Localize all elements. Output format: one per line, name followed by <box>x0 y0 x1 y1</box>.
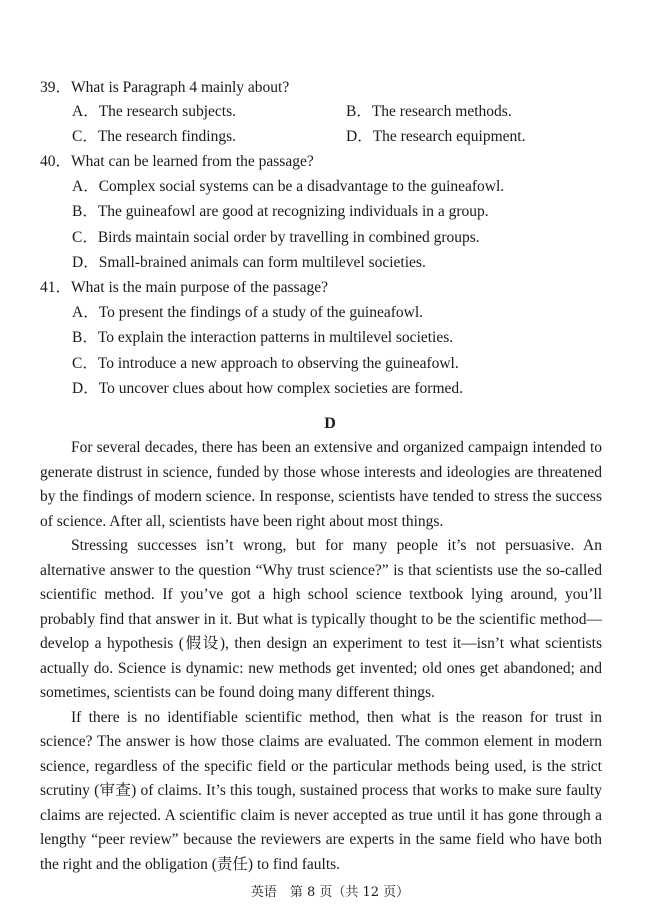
question-39-option-d: D．The research equipment. <box>346 128 526 145</box>
question-41-option-c: C．To introduce a new approach to observing the guineafowl. <box>72 355 459 372</box>
question-39-option-b: B．The research methods. <box>346 103 512 120</box>
passage-paragraph: If there is no identifiable scientific method, then what is the reason for trust in science? The answer is how those claims are evaluated. The common element in modern science, regardless of the specific field or the particular methods being used, is the strict scrutiny (审查) of claims. It’s this tough, sustained process that works to make sure faulty claims are rejected. A scientific claim is never accepted as true until it has gone through a lengthy “peer review” because the reviewers are experts in the same field who have both the right and the obligation (责任) to find faults. <box>40 708 602 873</box>
reading-passage <box>40 436 602 877</box>
question-39-option-c: C．The research findings. <box>72 128 236 145</box>
question-40-option-d: D．Small-brained animals can form multilevel societies. <box>72 254 426 271</box>
question-40-option-a: A．Complex social systems can be a disadvantage to the guineafowl. <box>72 178 505 195</box>
question-39-option-a: A．The research subjects. <box>72 103 236 120</box>
question-41: 41．What is the main purpose of the passage? <box>40 279 328 296</box>
passage-paragraph: For several decades, there has been an extensive and organized campaign intended to generate distrust in science, funded by those whose interests and ideologies are threatened by the findings of modern science. In response, scientists have tended to stress the success of science. After all, scientists have been right about most things. <box>40 439 602 530</box>
question-40-option-b: B．The guineafowl are good at recognizing individuals in a group. <box>72 203 489 220</box>
question-40-option-c: C．Birds maintain social order by travelling in combined groups. <box>72 229 480 246</box>
question-39: 39．What is Paragraph 4 mainly about? <box>40 79 290 96</box>
question-41-option-b: B．To explain the interaction patterns in multilevel societies. <box>72 329 454 346</box>
page-footer: 英语 第 8 页（共 12 页） <box>250 885 410 900</box>
question-40: 40．What can be learned from the passage? <box>40 153 314 170</box>
section-heading: D <box>324 415 336 432</box>
question-41-option-d: D．To uncover clues about how complex societies are formed. <box>72 380 464 397</box>
question-41-option-a: A．To present the findings of a study of the guineafowl. <box>72 304 424 321</box>
passage-paragraph: Stressing successes isn’t wrong, but for many people it’s not persuasive. An alternative answer to the question “Why trust science?” is that scientists use the so-called scientific method. If you’ve got a high school science textbook lying around, you’ll probably find that answer in it. But what is typically thought to be the scientific method—develop a hypothesis (假设), then design an experiment to test it—isn’t what scientists actually do. Science is dynamic: new methods get invented; old ones get abandoned; and sometimes, scientists can be found doing many different things. <box>40 537 602 701</box>
